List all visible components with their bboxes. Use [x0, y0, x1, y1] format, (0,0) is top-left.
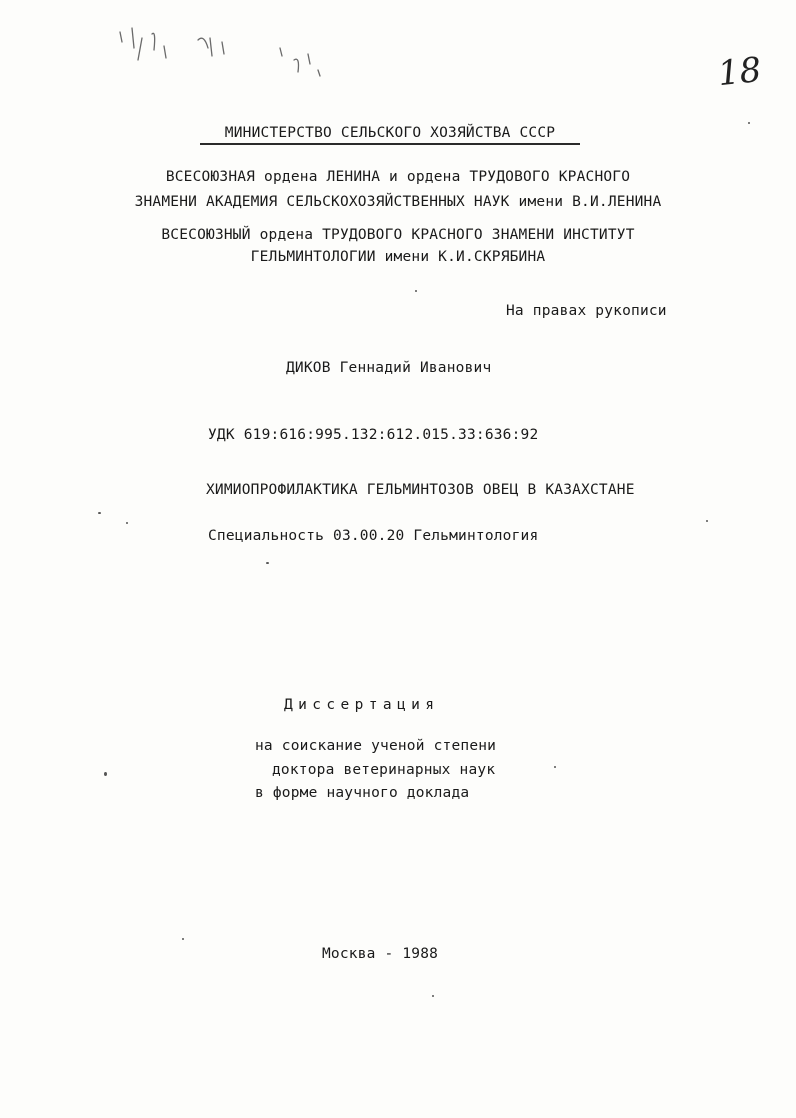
specialty: Специальность 03.00.20 Гельминтология	[208, 528, 539, 544]
scan-speck	[182, 938, 184, 940]
institute-line-1: ВСЕСОЮЗНЫЙ ордена ТРУДОВОГО КРАСНОГО ЗНАМЕНИ ИНСТИТУТ	[161, 227, 635, 243]
manuscript-rights: На правах рукописи	[506, 303, 667, 319]
scan-speck	[706, 520, 708, 522]
scan-speck	[98, 512, 101, 514]
scan-speck	[126, 522, 128, 524]
academy-line-1: ВСЕСОЮЗНАЯ ордена ЛЕНИНА и ордена ТРУДОВОГО КРАСНОГО	[165, 169, 631, 185]
scan-speck	[415, 290, 417, 292]
scan-speck	[104, 772, 107, 776]
author-name: ДИКОВ Геннадий Иванович	[286, 360, 492, 376]
institute-line-2: ГЕЛЬМИНТОЛОГИИ имени К.И.СКРЯБИНА	[250, 249, 546, 265]
academy-line-2: ЗНАМЕНИ АКАДЕМИЯ СЕЛЬСКОХОЗЯЙСТВЕННЫХ НАУК имени В.И.ЛЕНИНА	[134, 194, 662, 210]
ministry-heading: МИНИСТЕРСТВО СЕЛЬСКОГО ХОЗЯЙСТВА СССР	[200, 124, 580, 145]
scan-speck	[266, 562, 269, 564]
page-number: 18	[716, 49, 764, 95]
scan-speck	[748, 122, 750, 124]
degree-line-1: на соискание ученой степени	[255, 738, 497, 754]
handwritten-marks	[112, 20, 352, 90]
degree-line-3: в форме научного доклада	[255, 785, 470, 801]
scan-speck	[432, 995, 434, 997]
udc-code: УДК 619:616:995.132:612.015.33:636:92	[208, 427, 539, 443]
dissertation-heading: Диссертация	[284, 697, 440, 713]
city-year: Москва - 1988	[322, 946, 439, 962]
dissertation-title: ХИМИОПРОФИЛАКТИКА ГЕЛЬМИНТОЗОВ ОВЕЦ В КАЗАХСТАНЕ	[206, 482, 635, 498]
degree-line-2: доктора ветеринарных наук	[272, 762, 496, 778]
scan-speck	[554, 766, 556, 768]
